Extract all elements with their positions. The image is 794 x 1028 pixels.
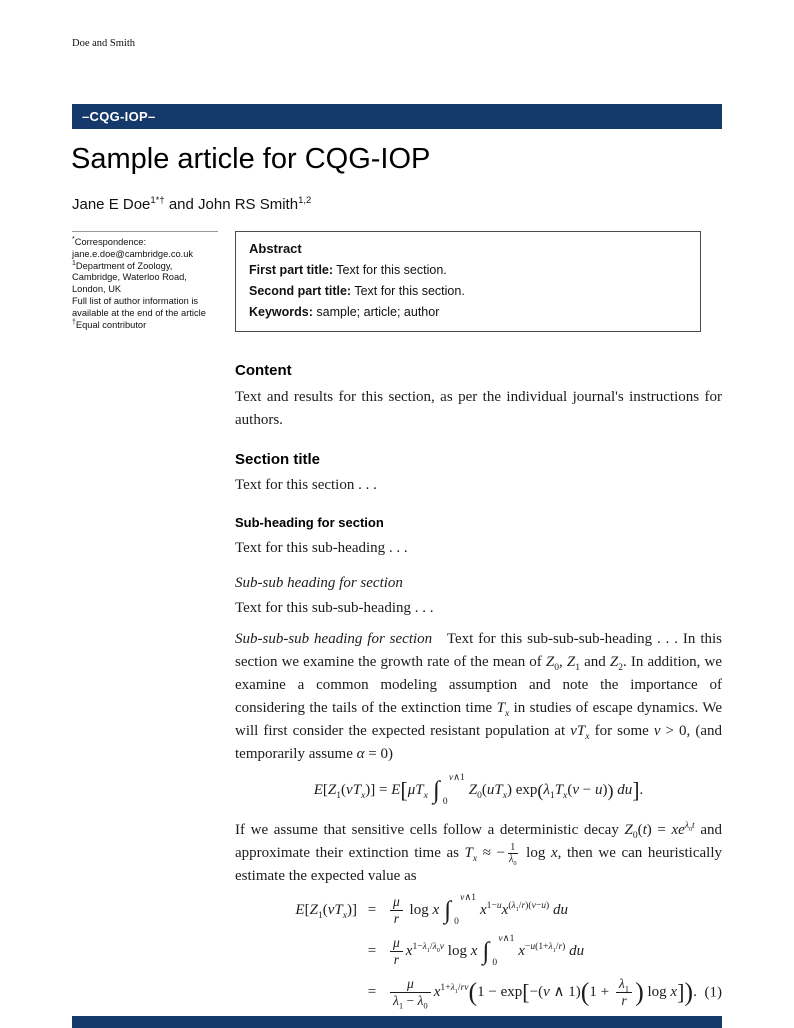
correspondence-email[interactable]: jane.e.doe@cambridge.co.uk	[72, 248, 194, 259]
abstract-item-first-text: Text for this section.	[336, 263, 447, 277]
equals-sign-2: =	[367, 943, 377, 960]
equal-contributor-note: †Equal contributor	[72, 318, 147, 330]
abstract-keywords-label: Keywords:	[249, 305, 313, 319]
author-info-note-1: Full list of author information is	[72, 295, 199, 306]
estimate-paragraph: If we assume that sensitive cells follow a deterministic decay $Z_0(t) = xe^{\lambda_0t}$ and approximate their extinction time as $T_x$ ≈ − $\frac{1}{\lambda_0}$ log x, then we can heuristically estimate the expected value as	[235, 820, 722, 885]
sub-sub-sub-paragraph: Sub-sub-sub heading for section Text for this sub-sub-sub-heading . . . In this section we examine the growth rate of the mean of $Z_0$, $Z_1$ and $Z_2$. In addition, we examine a common modeling assumption and note the importance of considering the tails of the extinction time $T_x$ in studies of escape dynamics. We will first consider the expected resistant population at $vT_x$ for some v > 0, (and temporarily assume α = 0)	[235, 631, 722, 762]
equation-rhs-3: $\frac{\mu}{\lambda_1 - \lambda_0}$ $x^{1+\lambda_1/rv}(1 - \exp[-(v$ ∧ 1)(1 + $\frac{\lambda_1}{r}$ ) log x]).	[387, 976, 697, 1009]
equals-sign-3: =	[367, 984, 377, 1001]
article-title: Sample article for CQG-IOP	[71, 143, 431, 175]
correspondence-label: *Correspondence:	[72, 235, 147, 247]
display-equation: $E[Z_1(vT_x)] = E[\mu T_x$ ∫ v∧1 0 $Z_0(uT_x) \exp(\lambda_1T_x(v - u))$ du].	[313, 773, 644, 807]
equation-align-block	[249, 894, 722, 1009]
equation-rhs-1: $\frac{\mu}{r}$ log x ∫ v∧1 0 $x^{1-u}x^{(\lambda_1/r)(v-u)}$ du	[387, 894, 568, 927]
abstract-box	[235, 231, 701, 332]
equation-number: (1)	[704, 984, 722, 1001]
content-heading: Content	[235, 362, 292, 379]
equation-row-1	[249, 894, 722, 927]
sub-sub-heading: Sub-sub heading for section	[235, 575, 403, 591]
equation-row-2	[249, 935, 722, 968]
equation-row-3	[249, 976, 722, 1009]
equals-sign-1: =	[367, 902, 377, 919]
journal-banner	[72, 104, 722, 129]
sub-paragraph: Text for this sub-heading . . .	[235, 540, 408, 556]
abstract-keywords-text: sample; article; author	[316, 305, 440, 319]
footer-bar	[72, 1016, 722, 1028]
abstract-heading: Abstract	[249, 241, 302, 256]
author-info-note-2: available at the end of the article	[72, 307, 206, 318]
running-head: Doe and Smith	[72, 38, 135, 49]
journal-banner-label: –CQG-IOP–	[82, 109, 156, 124]
section-paragraph: Text for this section . . .	[235, 477, 377, 493]
authors-line: Jane E Doe$^{1*\dagger}$ and John RS Smith$^{1,2}$	[72, 195, 312, 213]
affiliation-line-3: London, UK	[72, 284, 122, 295]
abstract-item-second	[249, 284, 687, 298]
abstract-item-second-label: Second part title:	[249, 284, 352, 298]
sub-sub-paragraph: Text for this sub-sub-heading . . .	[235, 600, 434, 616]
abstract-item-first	[249, 263, 687, 277]
abstract-item-second-text: Text for this section.	[354, 284, 465, 298]
article-body	[235, 359, 722, 1017]
sub-heading: Sub-heading for section	[235, 515, 384, 530]
affiliation-line-2: Cambridge, Waterloo Road,	[72, 272, 187, 283]
abstract-item-first-label: First part title:	[249, 263, 334, 277]
equation-lhs: $E[Z_1(vT_x)]$	[295, 902, 357, 922]
section-title-heading: Section title	[235, 451, 321, 468]
correspondence-block	[72, 231, 218, 331]
content-paragraph: Text and results for this section, as per the individual journal's instructions for authors.	[235, 389, 722, 428]
equation-rhs-2: $\frac{\mu}{r}$ $x^{1-\lambda_1/\lambda_0v}$ log x ∫ v∧1 0 $x^{-u(1+\lambda_1/r)}$ du	[387, 935, 584, 968]
abstract-item-keywords	[249, 305, 687, 319]
affiliation-line-1: $^1$Department of Zoology,	[72, 259, 173, 271]
